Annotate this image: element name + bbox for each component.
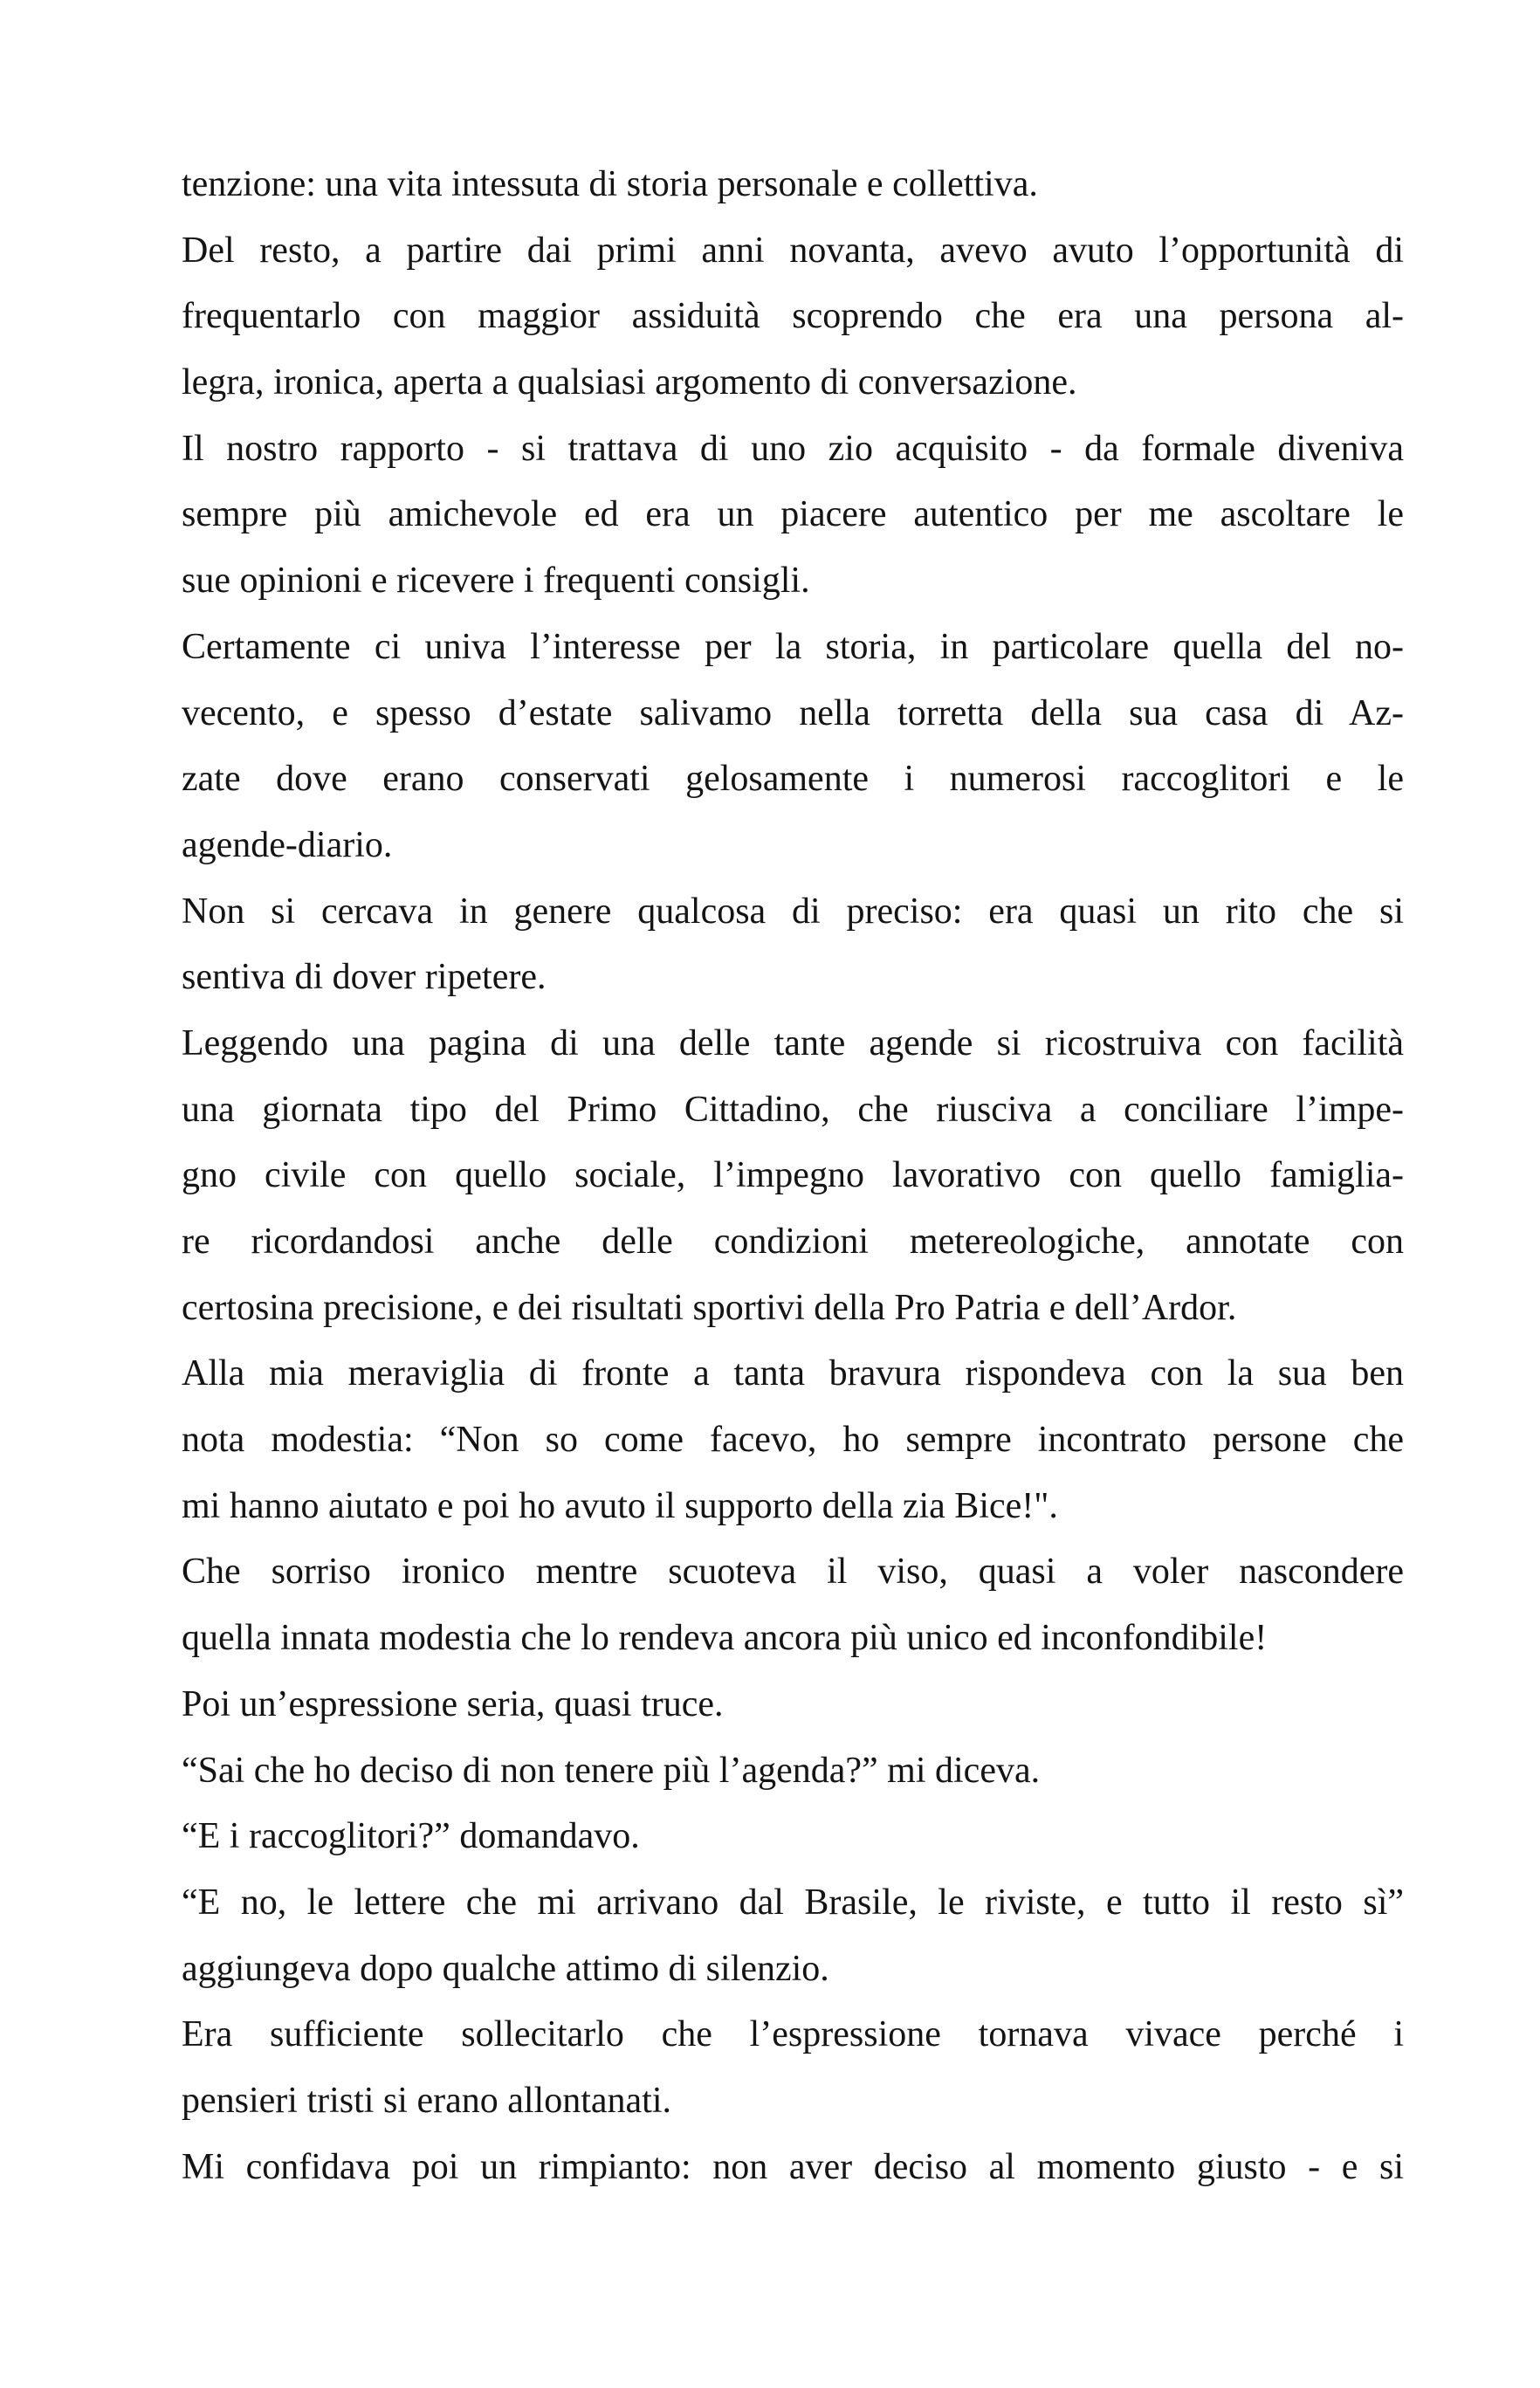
text-line: Certamente ci univa l’interesse per la storia, in particolare quella del no- <box>182 626 1404 667</box>
text-line: pensieri tristi si erano allontanati. <box>182 2080 672 2121</box>
text-line: Leggendo una pagina di una delle tante agende si ricostruiva con facilità <box>182 1022 1404 1063</box>
text-line: Mi confidava poi un rimpianto: non aver deciso al momento giusto - e si <box>182 2146 1404 2187</box>
text-line: “Sai che ho deciso di non tenere più l’agenda?” mi diceva. <box>182 1750 1041 1791</box>
text-line: tenzione: una vita intessuta di storia personale e collettiva. <box>182 164 1038 204</box>
text-line: re ricordandosi anche delle condizioni metereologiche, annotate con <box>182 1222 1404 1262</box>
text-line: Il nostro rapporto - si trattava di uno zio acquisito - da formale diveniva <box>182 428 1404 469</box>
text-line: Non si cercava in genere qualcosa di preciso: era quasi un rito che si <box>182 891 1404 932</box>
text-line: vecento, e spesso d’estate salivamo nella torretta della sua casa di Az- <box>182 692 1404 733</box>
text-line: sentiva di dover ripetere. <box>182 957 547 998</box>
text-line: quella innata modestia che lo rendeva ancora più unico ed inconfondibile! <box>182 1618 1268 1659</box>
text-line: gno civile con quello sociale, l’impegno lavorativo con quello famiglia- <box>182 1155 1404 1196</box>
text-line: Era sufficiente sollecitarlo che l’espressione tornava vivace perché i <box>182 2014 1404 2055</box>
text-line: frequentarlo con maggior assiduità scoprendo che era una persona al- <box>182 296 1404 337</box>
text-line: Che sorriso ironico mentre scuoteva il viso, quasi a voler nascondere <box>182 1552 1404 1593</box>
text-line: Poi un’espressione seria, quasi truce. <box>182 1683 724 1724</box>
text-line: aggiungeva dopo qualche attimo di silenzio. <box>182 1948 829 1989</box>
text-line: certosina precisione, e dei risultati sportivi della Pro Patria e dell’Ardor. <box>182 1287 1237 1328</box>
text-line: mi hanno aiutato e poi ho avuto il supporto della zia Bice!". <box>182 1485 1058 1526</box>
text-line: nota modestia: “Non so come facevo, ho sempre incontrato persone che <box>182 1420 1404 1461</box>
text-line: zate dove erano conservati gelosamente i numerosi raccoglitori e le <box>182 759 1404 800</box>
text-line: una giornata tipo del Primo Cittadino, che riusciva a conciliare l’impe- <box>182 1089 1404 1130</box>
text-line: agende-diario. <box>182 824 393 865</box>
body-text <box>182 152 1404 2200</box>
text-line: Del resto, a partire dai primi anni novanta, avevo avuto l’opportunità di <box>182 230 1404 271</box>
text-line: “E no, le lettere che mi arrivano dal Brasile, le riviste, e tutto il resto sì” <box>182 1882 1404 1923</box>
text-line: Alla mia meraviglia di fronte a tanta bravura rispondeva con la sua ben <box>182 1353 1404 1394</box>
text-line: sue opinioni e ricevere i frequenti consigli. <box>182 561 810 602</box>
text-line: “E i raccoglitori?” domandavo. <box>182 1816 640 1857</box>
text-line: legra, ironica, aperta a qualsiasi argomento di conversazione. <box>182 362 1077 403</box>
text-line: sempre più amichevole ed era un piacere autentico per me ascoltare le <box>182 494 1404 535</box>
